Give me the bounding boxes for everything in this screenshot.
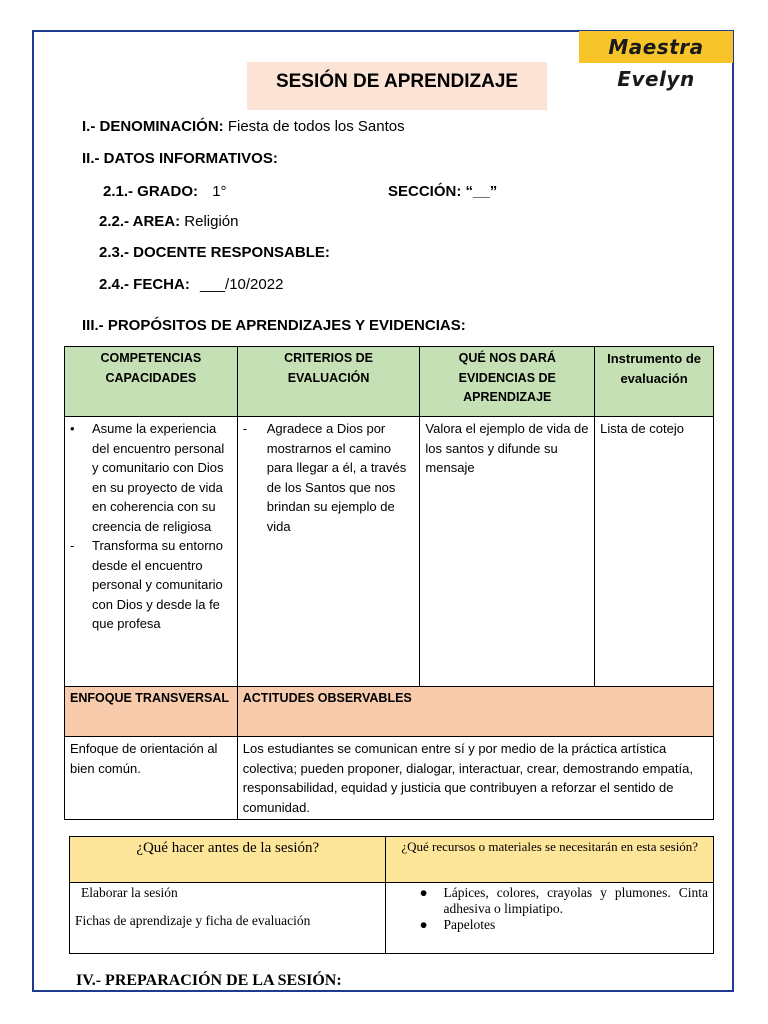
enfoque-cell: Enfoque de orientación al bien común. [65,737,238,820]
preparacion-previa-table [69,836,714,954]
instrumento-cell: Lista de cotejo [595,417,714,687]
table-header-row [70,837,714,883]
header-competencias: COMPETENCIAS CAPACIDADES [65,347,238,417]
denominacion-label: I.- DENOMINACIÓN: [82,118,224,135]
recurso-text: Lápices, colores, crayolas y plumones. Cinta adhesiva o limpiatipo. [443,885,708,916]
evidencia-cell: Valora el ejemplo de vida de los santos y difunde su mensaje [420,417,595,687]
datos-informativos-heading: II.- DATOS INFORMATIVOS: [82,150,278,167]
seccion-label: SECCIÓN: “__” [388,183,498,200]
list-item [243,419,415,536]
recurso-text: Papelotes [443,917,496,932]
list-item [391,917,708,933]
area-line [99,213,239,230]
brand-logo: Maestra Evelyn [579,31,733,63]
actitudes-header: ACTITUDES OBSERVABLES [237,687,713,737]
propositos-heading: III.- PROPÓSITOS DE APRENDIZAJES Y EVIDENCIAS: [82,317,466,334]
list-item: Fichas de aprendizaje y ficha de evaluación [75,913,311,928]
bullet-marker: • [70,421,75,436]
area-value: Religión [184,213,239,230]
fecha-label: 2.4.- FECHA: [99,276,190,293]
docente-label: 2.3.- DOCENTE RESPONSABLE: [99,244,330,261]
list-item: Elaborar la sesión [81,885,178,900]
fecha-value: ___/10/2022 [200,276,284,293]
table-row [65,417,714,687]
list-item [391,885,708,917]
grado-line [103,183,227,200]
list-item [70,419,232,536]
competencia-text: Asume la experiencia del encuentro personal y comunitario con Dios en su proyecto de vida en coherencia con su creencia de religiosa [92,421,225,534]
header-evidencias: QUÉ NOS DARÁ EVIDENCIAS DE APRENDIZAJE [420,347,595,417]
header-recursos: ¿Qué recursos o materiales se necesitarán en esta sesión? [386,837,714,883]
table-header-row [65,347,714,417]
dash-marker: - [70,538,75,553]
antes-cell [70,883,386,954]
fecha-line [99,276,283,293]
area-label: 2.2.- AREA: [99,213,181,230]
competencias-cell [65,417,238,687]
denominacion-value: Fiesta de todos los Santos [227,118,405,135]
criterio-cell [237,417,420,687]
table-row [65,687,714,737]
bullet-marker: ● [419,917,428,932]
dash-marker: - [242,421,248,436]
propositos-table [64,346,714,820]
header-criterios: CRITERIOS DE EVALUACIÓN [237,347,420,417]
grado-value: 1° [212,183,227,200]
grado-label: 2.1.- GRADO: [103,183,199,200]
recursos-cell [386,883,714,954]
table-row [65,737,714,820]
page-title: SESIÓN DE APRENDIZAJE [247,62,547,110]
denominacion-line [82,118,405,135]
header-instrumento: Instrumento de evaluación [595,347,714,417]
header-antes: ¿Qué hacer antes de la sesión? [70,837,386,883]
criterio-text: Agradece a Dios por mostrarnos el camino para llegar a él, a través de los Santos que nos brindan su ejemplo de vida [266,421,407,534]
enfoque-header: ENFOQUE TRANSVERSAL [65,687,238,737]
competencia-text: Transforma su entorno desde el encuentro personal y comunitario con Dios y desde la fe que profesa [92,538,224,631]
table-row [70,883,714,954]
preparacion-heading: IV.- PREPARACIÓN DE LA SESIÓN: [76,972,342,989]
bullet-marker: ● [419,885,428,900]
list-item [70,536,232,634]
actitudes-cell: Los estudiantes se comunican entre sí y por medio de la práctica artística colectiva; pueden proponer, dialogar, interactuar, crear, demostrando empatía, responsabilidad, equidad y justicia que contribuyen a reforzar el sentido de comunidad. [237,737,713,820]
